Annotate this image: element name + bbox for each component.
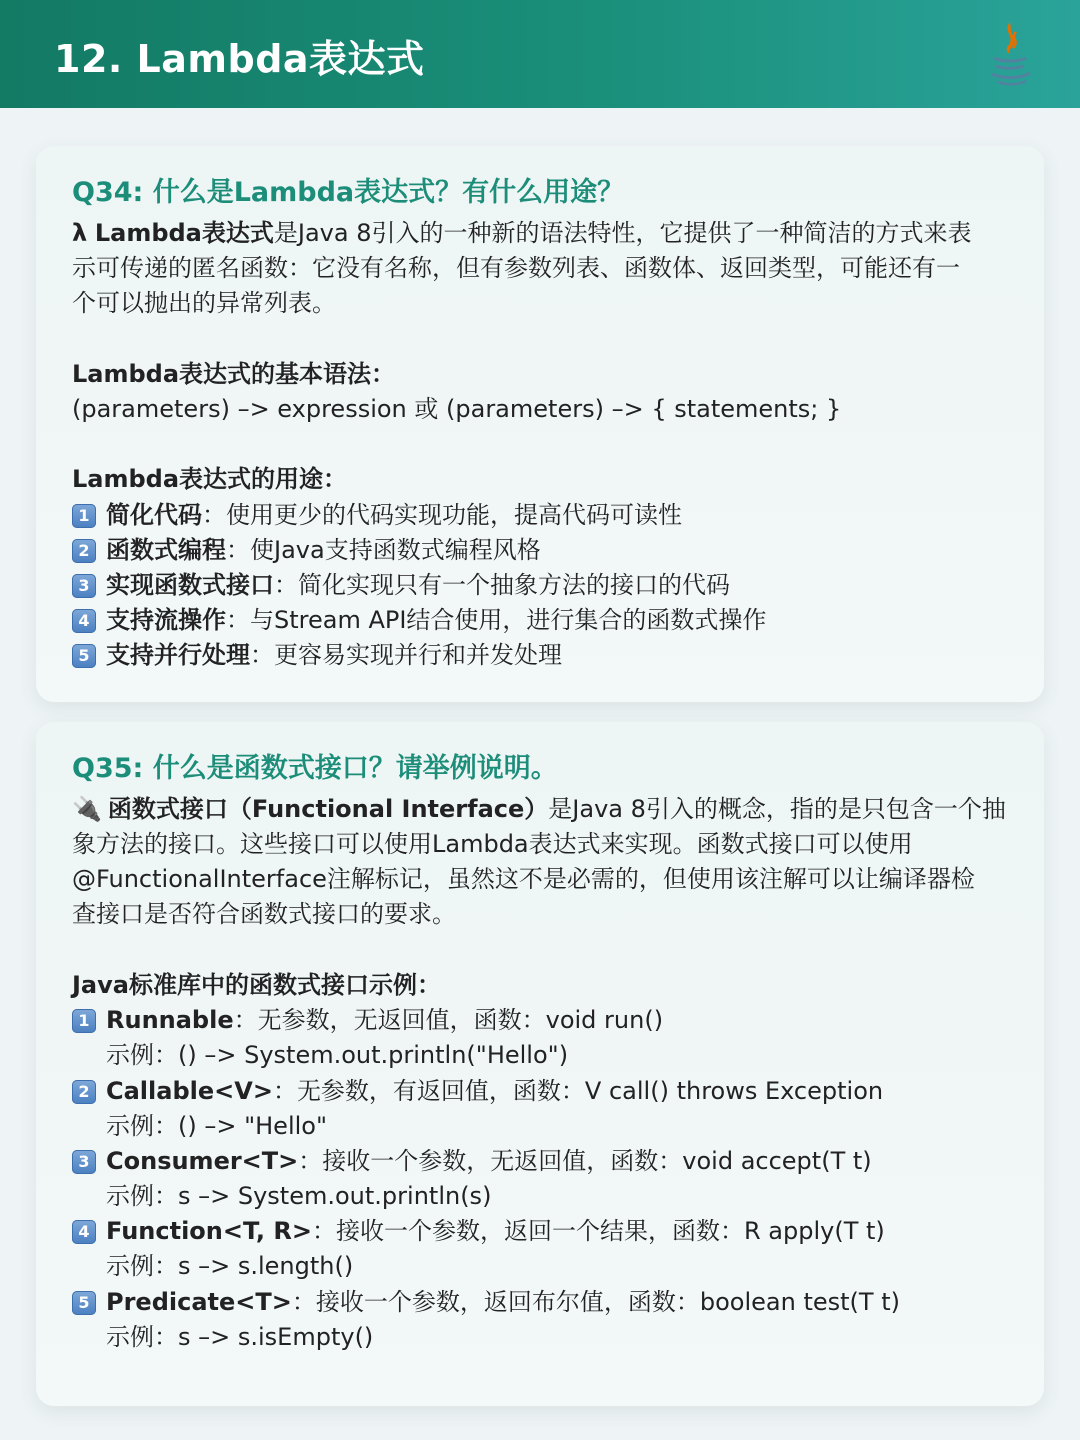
lambda-symbol: λ (72, 219, 88, 247)
list-item: 3 Consumer<T>：接收一个参数，无返回值，函数：void accept(T t) (72, 1144, 872, 1179)
plug-icon: 🔌 (72, 795, 102, 823)
number-badge-icon: 1 (72, 504, 96, 528)
list-item: 1 简化代码：使用更少的代码实现功能，提高代码可读性 (72, 498, 682, 533)
header-banner (0, 0, 1080, 108)
q35-intro-line4: 查接口是否符合函数式接口的要求。 (72, 900, 456, 928)
example-code: 示例：s –> System.out.println(s) (106, 1182, 492, 1210)
example-code: 示例：s –> s.isEmpty() (106, 1323, 374, 1351)
q35-title: Q35: 什么是函数式接口？请举例说明。 (72, 753, 558, 784)
number-badge-icon: 2 (72, 539, 96, 563)
list-item: 5 Predicate<T>：接收一个参数，返回布尔值，函数：boolean test(T t) (72, 1285, 900, 1320)
q35-intro-line2: 象方法的接口。这些接口可以使用Lambda表达式来实现。函数式接口可以使用 (72, 830, 913, 858)
q34-syntax-heading: Lambda表达式的基本语法： (72, 360, 396, 388)
list-item: 5 支持并行处理：更容易实现并行和并发处理 (72, 638, 562, 673)
q34-intro-line2: 示可传递的匿名函数：它没有名称，但有参数列表、函数体、返回类型，可能还有一 (72, 254, 960, 282)
q34-intro-line3: 个可以抛出的异常列表。 (72, 289, 336, 317)
list-item: 4 Function<T, R>：接收一个参数，返回一个结果，函数：R apply(T t) (72, 1214, 885, 1249)
example-code: 示例：() –> "Hello" (106, 1112, 328, 1140)
number-badge-icon: 5 (72, 1291, 96, 1315)
q34-card (36, 146, 1044, 702)
q34-intro-rest: 是Java 8引入的一种新的语法特性，它提供了一种简洁的方式来表 (273, 219, 972, 247)
q34-intro-line1 (72, 216, 971, 251)
q34-syntax: (parameters) –> expression 或 (parameters) –> { statements; } (72, 395, 842, 423)
page-title: 12. Lambda表达式 (54, 37, 425, 81)
q35-intro-bold: 函数式接口（Functional Interface） (107, 795, 549, 823)
list-item: 4 支持流操作：与Stream API结合使用，进行集合的函数式操作 (72, 603, 766, 638)
q35-intro-rest: 是Java 8引入的概念，指的是只包含一个抽 (548, 795, 1006, 823)
list-item: 3 实现函数式接口：简化实现只有一个抽象方法的接口的代码 (72, 568, 730, 603)
list-item: 1 Runnable：无参数，无返回值，函数：void run() (72, 1003, 663, 1038)
q34-uses-heading: Lambda表达式的用途： (72, 465, 348, 493)
number-badge-icon: 2 (72, 1080, 96, 1104)
list-item: 2 函数式编程：使Java支持函数式编程风格 (72, 533, 541, 568)
java-logo-icon (980, 18, 1038, 90)
q35-intro-line3: @FunctionalInterface注解标记，虽然这不是必需的，但使用该注解可以让编译器检 (72, 865, 975, 893)
number-badge-icon: 3 (72, 574, 96, 598)
example-code: 示例：() –> System.out.println("Hello") (106, 1041, 569, 1069)
q35-intro-line1 (72, 792, 1006, 827)
number-badge-icon: 5 (72, 644, 96, 668)
q35-examples-heading: Java标准库中的函数式接口示例： (72, 971, 441, 999)
list-item: 2 Callable<V>：无参数，有返回值，函数：V call() throws Exception (72, 1074, 883, 1109)
q35-card (36, 722, 1044, 1406)
number-badge-icon: 4 (72, 609, 96, 633)
q34-intro-bold: Lambda表达式 (94, 219, 274, 247)
number-badge-icon: 1 (72, 1009, 96, 1033)
q34-title: Q34: 什么是Lambda表达式？有什么用途？ (72, 177, 625, 208)
number-badge-icon: 4 (72, 1220, 96, 1244)
example-code: 示例：s –> s.length() (106, 1252, 354, 1280)
number-badge-icon: 3 (72, 1150, 96, 1174)
